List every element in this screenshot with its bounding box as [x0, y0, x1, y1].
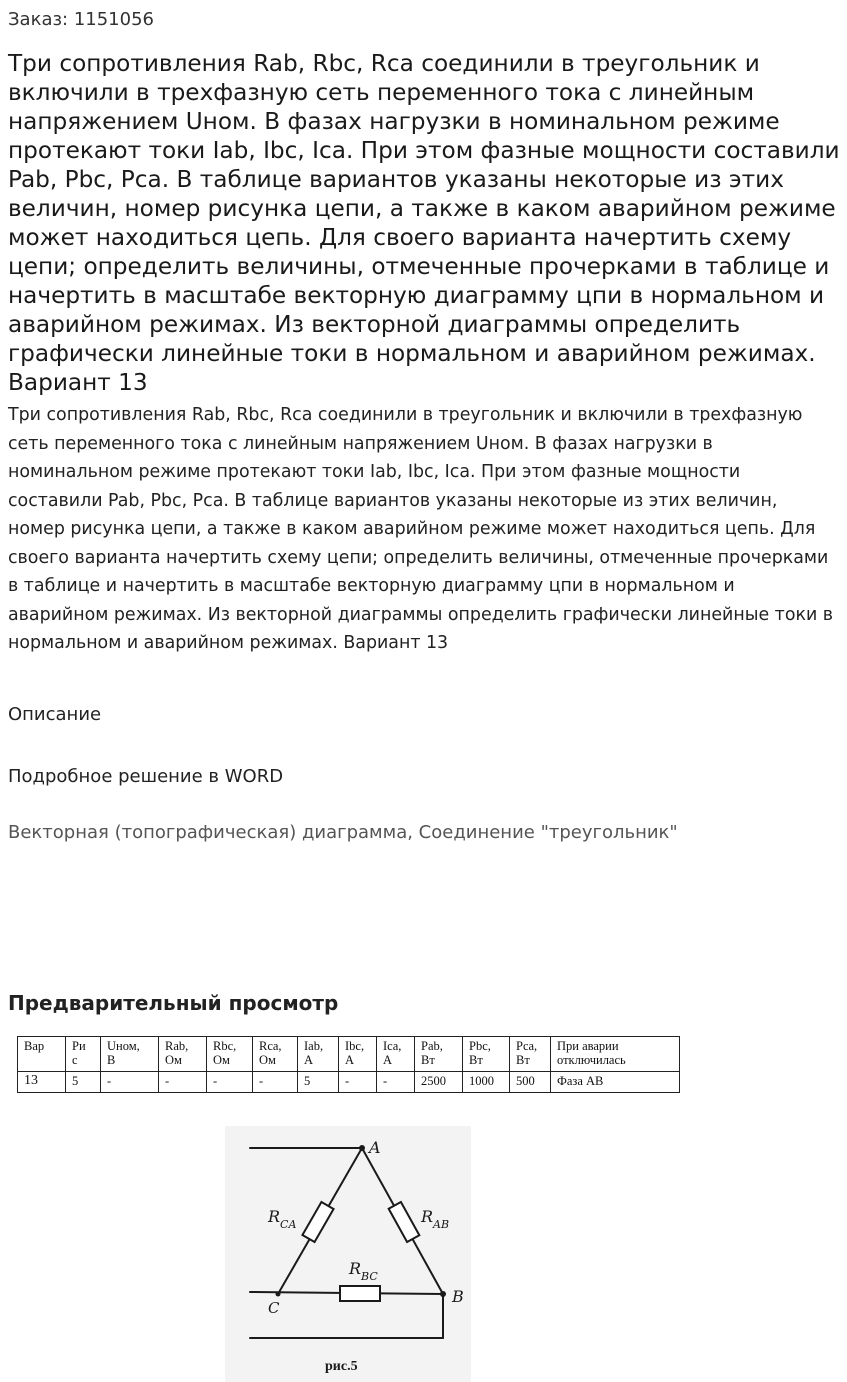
figure-caption: рис.5	[325, 1359, 358, 1374]
preview-image	[0, 1025, 847, 1382]
value-cell: 5	[298, 1072, 339, 1093]
value-cell: -	[253, 1072, 298, 1093]
header-cell: Ibc, А	[339, 1037, 377, 1072]
value-cell: -	[101, 1072, 159, 1093]
variant-table-header-row	[18, 1037, 680, 1072]
header-cell: Ри с	[66, 1037, 101, 1072]
value-cell: 500	[510, 1072, 551, 1093]
header-cell: Pca, Вт	[510, 1037, 551, 1072]
header-cell: Rca, Ом	[253, 1037, 298, 1072]
header-cell: При аварии отключилась	[551, 1037, 680, 1072]
value-cell: 13	[18, 1072, 66, 1093]
value-cell: 1000	[463, 1072, 510, 1093]
header-cell: Iab, А	[298, 1037, 339, 1072]
label-r-ca: $R_{CA}$	[268, 1207, 297, 1231]
node-label-c: C	[268, 1299, 280, 1317]
variant-table	[17, 1036, 680, 1093]
description-section-label: Описание	[8, 704, 102, 725]
preview-heading: Предварительный просмотр	[8, 991, 339, 1015]
header-cell: Rab, Ом	[159, 1037, 207, 1072]
node-label-a: A	[369, 1138, 381, 1157]
header-cell: Вар	[18, 1037, 66, 1072]
resistor-bc	[340, 1286, 380, 1301]
header-cell: Uном, В	[101, 1037, 159, 1072]
value-cell: Фаза АВ	[551, 1072, 680, 1093]
node-b-dot	[440, 1291, 446, 1297]
order-number: Заказ: 1151056	[8, 9, 154, 30]
value-cell: 2500	[415, 1072, 463, 1093]
value-cell: 5	[66, 1072, 101, 1093]
node-label-b: B	[452, 1287, 464, 1306]
header-cell: Pbc, Вт	[463, 1037, 510, 1072]
header-cell: Ica, А	[377, 1037, 415, 1072]
page-title: Три сопротивления Rab, Rbc, Rca соединили в треугольник и включили в трехфазную сеть переменного тока с линейным напряжением Uном. В фазах нагрузки в номинальном режиме протекают токи Iab, Ibc, Ica. При этом фазные мощности составили Pab, Pbc, Pca. В таблице вариантов указаны некоторые из этих величин, номер рисунка цепи, а также в каком аварийном режиме может находиться цепь. Для своего варианта начертить схему цепи; определить величины, отмеченные прочерками в таблице и начертить в масштабе векторную диаграмму цпи в нормальном и аварийном режимах. Из векторной диаграммы определить графически линейные токи в нормальном и аварийном режимах. Вариант 13	[8, 50, 840, 396]
scan-background	[225, 1126, 471, 1382]
solution-format-note: Подробное решение в WORD	[8, 766, 284, 787]
label-r-bc: $R_{BC}$	[349, 1259, 378, 1283]
topic-tags: Векторная (топографическая) диаграмма, Соединение "треугольник"	[8, 822, 678, 843]
value-cell: -	[207, 1072, 253, 1093]
node-c-dot	[276, 1292, 281, 1297]
value-cell: -	[377, 1072, 415, 1093]
label-r-ab: $R_{AB}$	[421, 1207, 450, 1231]
node-a-dot	[359, 1145, 365, 1151]
value-cell: -	[159, 1072, 207, 1093]
variant-table-row	[18, 1072, 680, 1093]
circuit-diagram	[225, 1126, 471, 1382]
task-description: Три сопротивления Rab, Rbc, Rca соединили в треугольник и включили в трехфазную сеть переменного тока с линейным напряжением Uном. В фазах нагрузки в номинальном режиме протекают токи Iab, Ibc, Ica. При этом фазные мощности составили Pab, Pbc, Pca. В таблице вариантов указаны некоторые из этих величин, номер рисунка цепи, а также в каком аварийном режиме может находиться цепь. Для своего варианта начертить схему цепи; определить величины, отмеченные прочерками в таблице и начертить в масштабе векторную диаграмму цпи в нормальном и аварийном режимах. Из векторной диаграммы определить графически линейные токи в нормальном и аварийном режимах. Вариант 13	[8, 405, 834, 653]
header-cell: Rbc, Ом	[207, 1037, 253, 1072]
header-cell: Pab, Вт	[415, 1037, 463, 1072]
value-cell: -	[339, 1072, 377, 1093]
